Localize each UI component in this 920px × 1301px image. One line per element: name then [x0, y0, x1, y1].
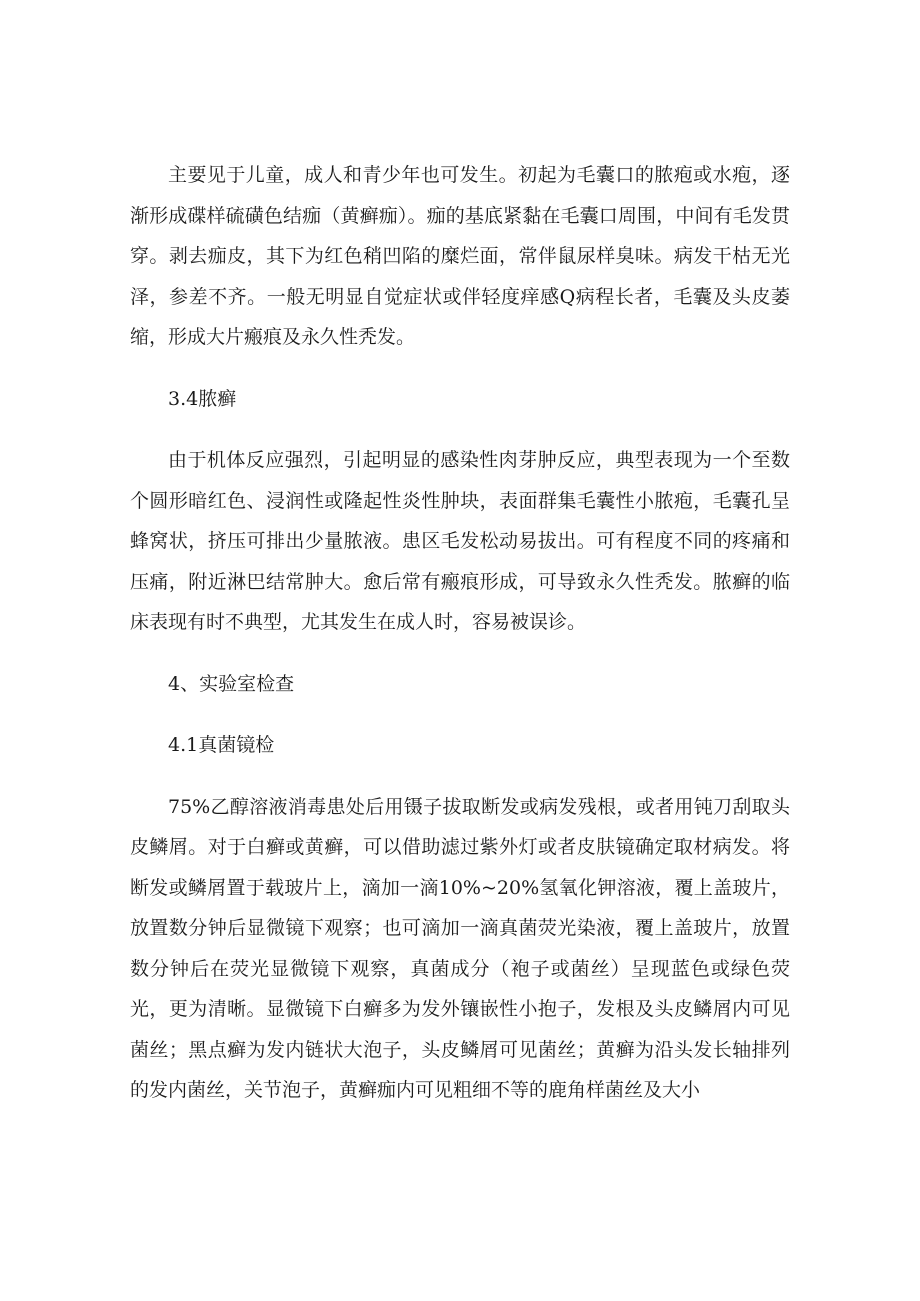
- paragraph-kerion-symptoms: 由于机体反应强烈，引起明显的感染性肉芽肿反应，典型表现为一个至数个圆形暗红色、浸润性或隆起性炎性肿块，表面群集毛囊性小脓疱，毛囊孔呈蜂窝状，挤压可排出少量脓液。患区毛发松动易拔出。可有程度不同的疼痛和压痛，附近淋巴结常肿大。愈后常有瘢痕形成，可导致永久性秃发。脓癣的临床表现有时不典型，尤其发生在成人时，容易被误诊。: [130, 449, 790, 633]
- section-heading-microscopy: 4.1真菌镜检: [168, 734, 275, 756]
- document-body: [130, 155, 790, 1132]
- section-heading-lab-tests: 4、实验室检查: [168, 672, 295, 695]
- paragraph-favus-symptoms: 主要见于儿童，成人和青少年也可发生。初起为毛囊口的脓疱或水疱，逐渐形成碟样硫磺色结痂（黄癣痂）。痂的基底紧黏在毛囊口周围，中间有毛发贯穿。剥去痂皮，其下为红色稍凹陷的糜烂面，常伴鼠尿样臭味。病发干枯无光泽，参差不齐。一般无明显自觉症状或伴轻度痒感Q病程长者，毛囊及头皮萎缩，形成大片瘢痕及永久性秃发。: [130, 164, 790, 348]
- paragraph-microscopy-method: 75%乙醇溶液消毒患处后用镊子拔取断发或病发残根，或者用钝刀刮取头皮鳞屑。对于白癣或黄癣，可以借助滤过紫外灯或者皮肤镜确定取材病发。将断发或鳞屑置于载玻片上，滴加一滴10%~20%氢氧化钾溶液，覆上盖玻片，放置数分钟后显微镜下观察；也可滴加一滴真菌荧光染液，覆上盖玻片，放置数分钟后在荧光显微镜下观察，真菌成分（袍子或菌丝）呈现蓝色或绿色荧光，更为清晰。显微镜下白癣多为发外镶嵌性小抱子，发根及头皮鳞屑内可见菌丝；黑点癣为发内链状大泡子，头皮鳞屑可见菌丝；黄癣为沿头发长轴排列的发内菌丝，关节泡子，黄癣痂内可见粗细不等的鹿角样菌丝及大小: [130, 795, 790, 1101]
- section-heading-kerion: 3.4脓癣: [168, 387, 237, 410]
